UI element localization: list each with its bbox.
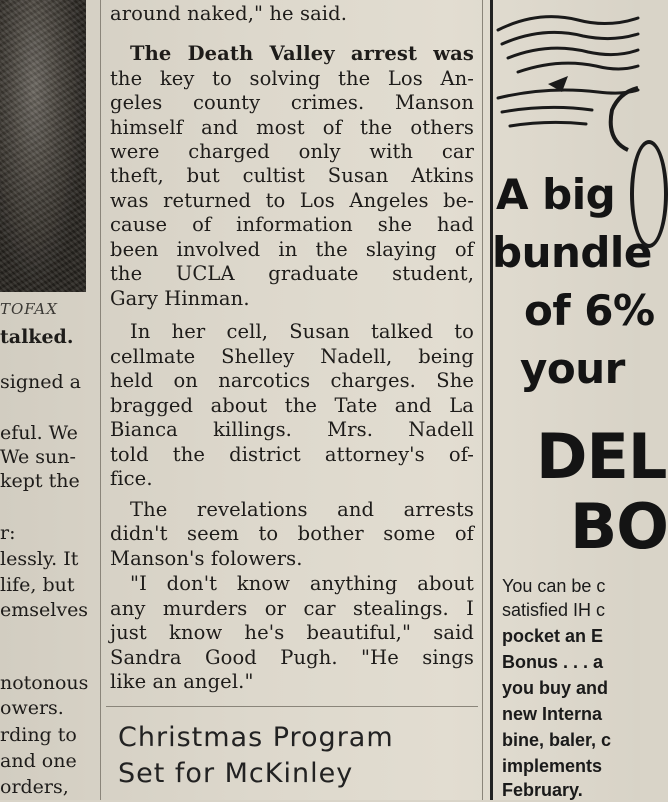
left-line: life, but (0, 574, 75, 596)
article-line: been involved in the slaying of (110, 238, 474, 261)
advertisement (484, 0, 668, 800)
article-line: didn't seem to bother some of (110, 522, 474, 545)
left-line: lessly. It (0, 548, 79, 570)
article-line: the UCLA graduate student, (110, 262, 474, 285)
article-line: Gary Hinman. (110, 287, 250, 310)
article-line: was returned to Los Angeles be- (110, 189, 474, 212)
ad-body-line: You can be c (502, 576, 606, 596)
ad-body-line: Bonus . . . a (502, 652, 604, 672)
ad-headline-line: bundle (492, 228, 652, 277)
ad-body-line: February. (502, 780, 583, 800)
ad-body-line: pocket an E (502, 626, 604, 646)
article-line: geles county crimes. Manson (110, 91, 474, 114)
ad-headline-line: A big (496, 170, 616, 219)
article-line: the key to solving the Los An- (110, 67, 474, 90)
left-line: r: (0, 522, 16, 544)
left-line: orders, (0, 776, 69, 798)
article-line: cellmate Shelley Nadell, being (110, 345, 474, 368)
article-line: The Death Valley arrest was (130, 42, 474, 65)
article-line: himself and most of the others (110, 116, 474, 139)
left-line: and one (0, 750, 77, 772)
ad-body-line: implements (502, 756, 603, 776)
left-line: emselves (0, 599, 89, 621)
article-line: theft, but cultist Susan Atkins (110, 164, 474, 187)
column-rule (482, 0, 483, 800)
article-line: The revelations and arrests (130, 498, 474, 521)
column-rule (100, 0, 101, 800)
left-line: rding to (0, 724, 77, 746)
article-line: Bianca killings. Mrs. Nadell (110, 418, 474, 441)
article-line: held on narcotics charges. She (110, 369, 474, 392)
left-column (0, 0, 98, 800)
article-line: told the district attorney's of- (110, 443, 474, 466)
article-column (106, 0, 478, 800)
article-line: In her cell, Susan talked to (130, 320, 474, 343)
left-line: We sun- (0, 446, 76, 468)
ad-body-line: you buy and (502, 678, 609, 698)
article-photo (0, 0, 86, 292)
article-line: Sandra Good Pugh. "He sings (110, 646, 474, 669)
article-line: were charged only with car (110, 140, 474, 163)
article-line: bragged about the Tate and La (110, 394, 474, 417)
article-line: like an angel." (110, 670, 254, 693)
ad-body-line: satisfied IH c (502, 600, 606, 620)
left-line: eful. We (0, 422, 78, 444)
next-headline-line2: Set for McKinley (118, 758, 354, 789)
left-line: owers. (0, 697, 64, 719)
article-line: just know he's beautiful," said (110, 621, 474, 644)
photo-credit: TOFAX (0, 300, 58, 318)
left-line: signed a (0, 371, 82, 393)
ad-oval-graphic (630, 140, 668, 248)
article-line: any murders or car stealings. I (110, 597, 474, 620)
ad-brand-line: BO (570, 490, 668, 563)
bird-illustration (488, 0, 640, 150)
ad-brand-line: DEL (536, 420, 667, 493)
left-line: kept the (0, 470, 80, 492)
ad-body-line: bine, baler, c (502, 730, 612, 750)
ad-body-line: new Interna (502, 704, 603, 724)
article-line: around naked," he said. (110, 2, 348, 25)
article-line: cause of information she had (110, 213, 474, 236)
article-line: Manson's folowers. (110, 547, 303, 570)
left-line: talked. (0, 326, 74, 348)
article-line: "I don't know anything about (130, 572, 474, 595)
ad-headline-line: of 6% (524, 286, 655, 335)
left-line: notonous (0, 672, 89, 694)
next-headline-line1: Christmas Program (118, 722, 394, 753)
ad-headline-line: your (520, 344, 625, 393)
article-divider (106, 706, 478, 707)
article-line: fice. (110, 467, 153, 490)
